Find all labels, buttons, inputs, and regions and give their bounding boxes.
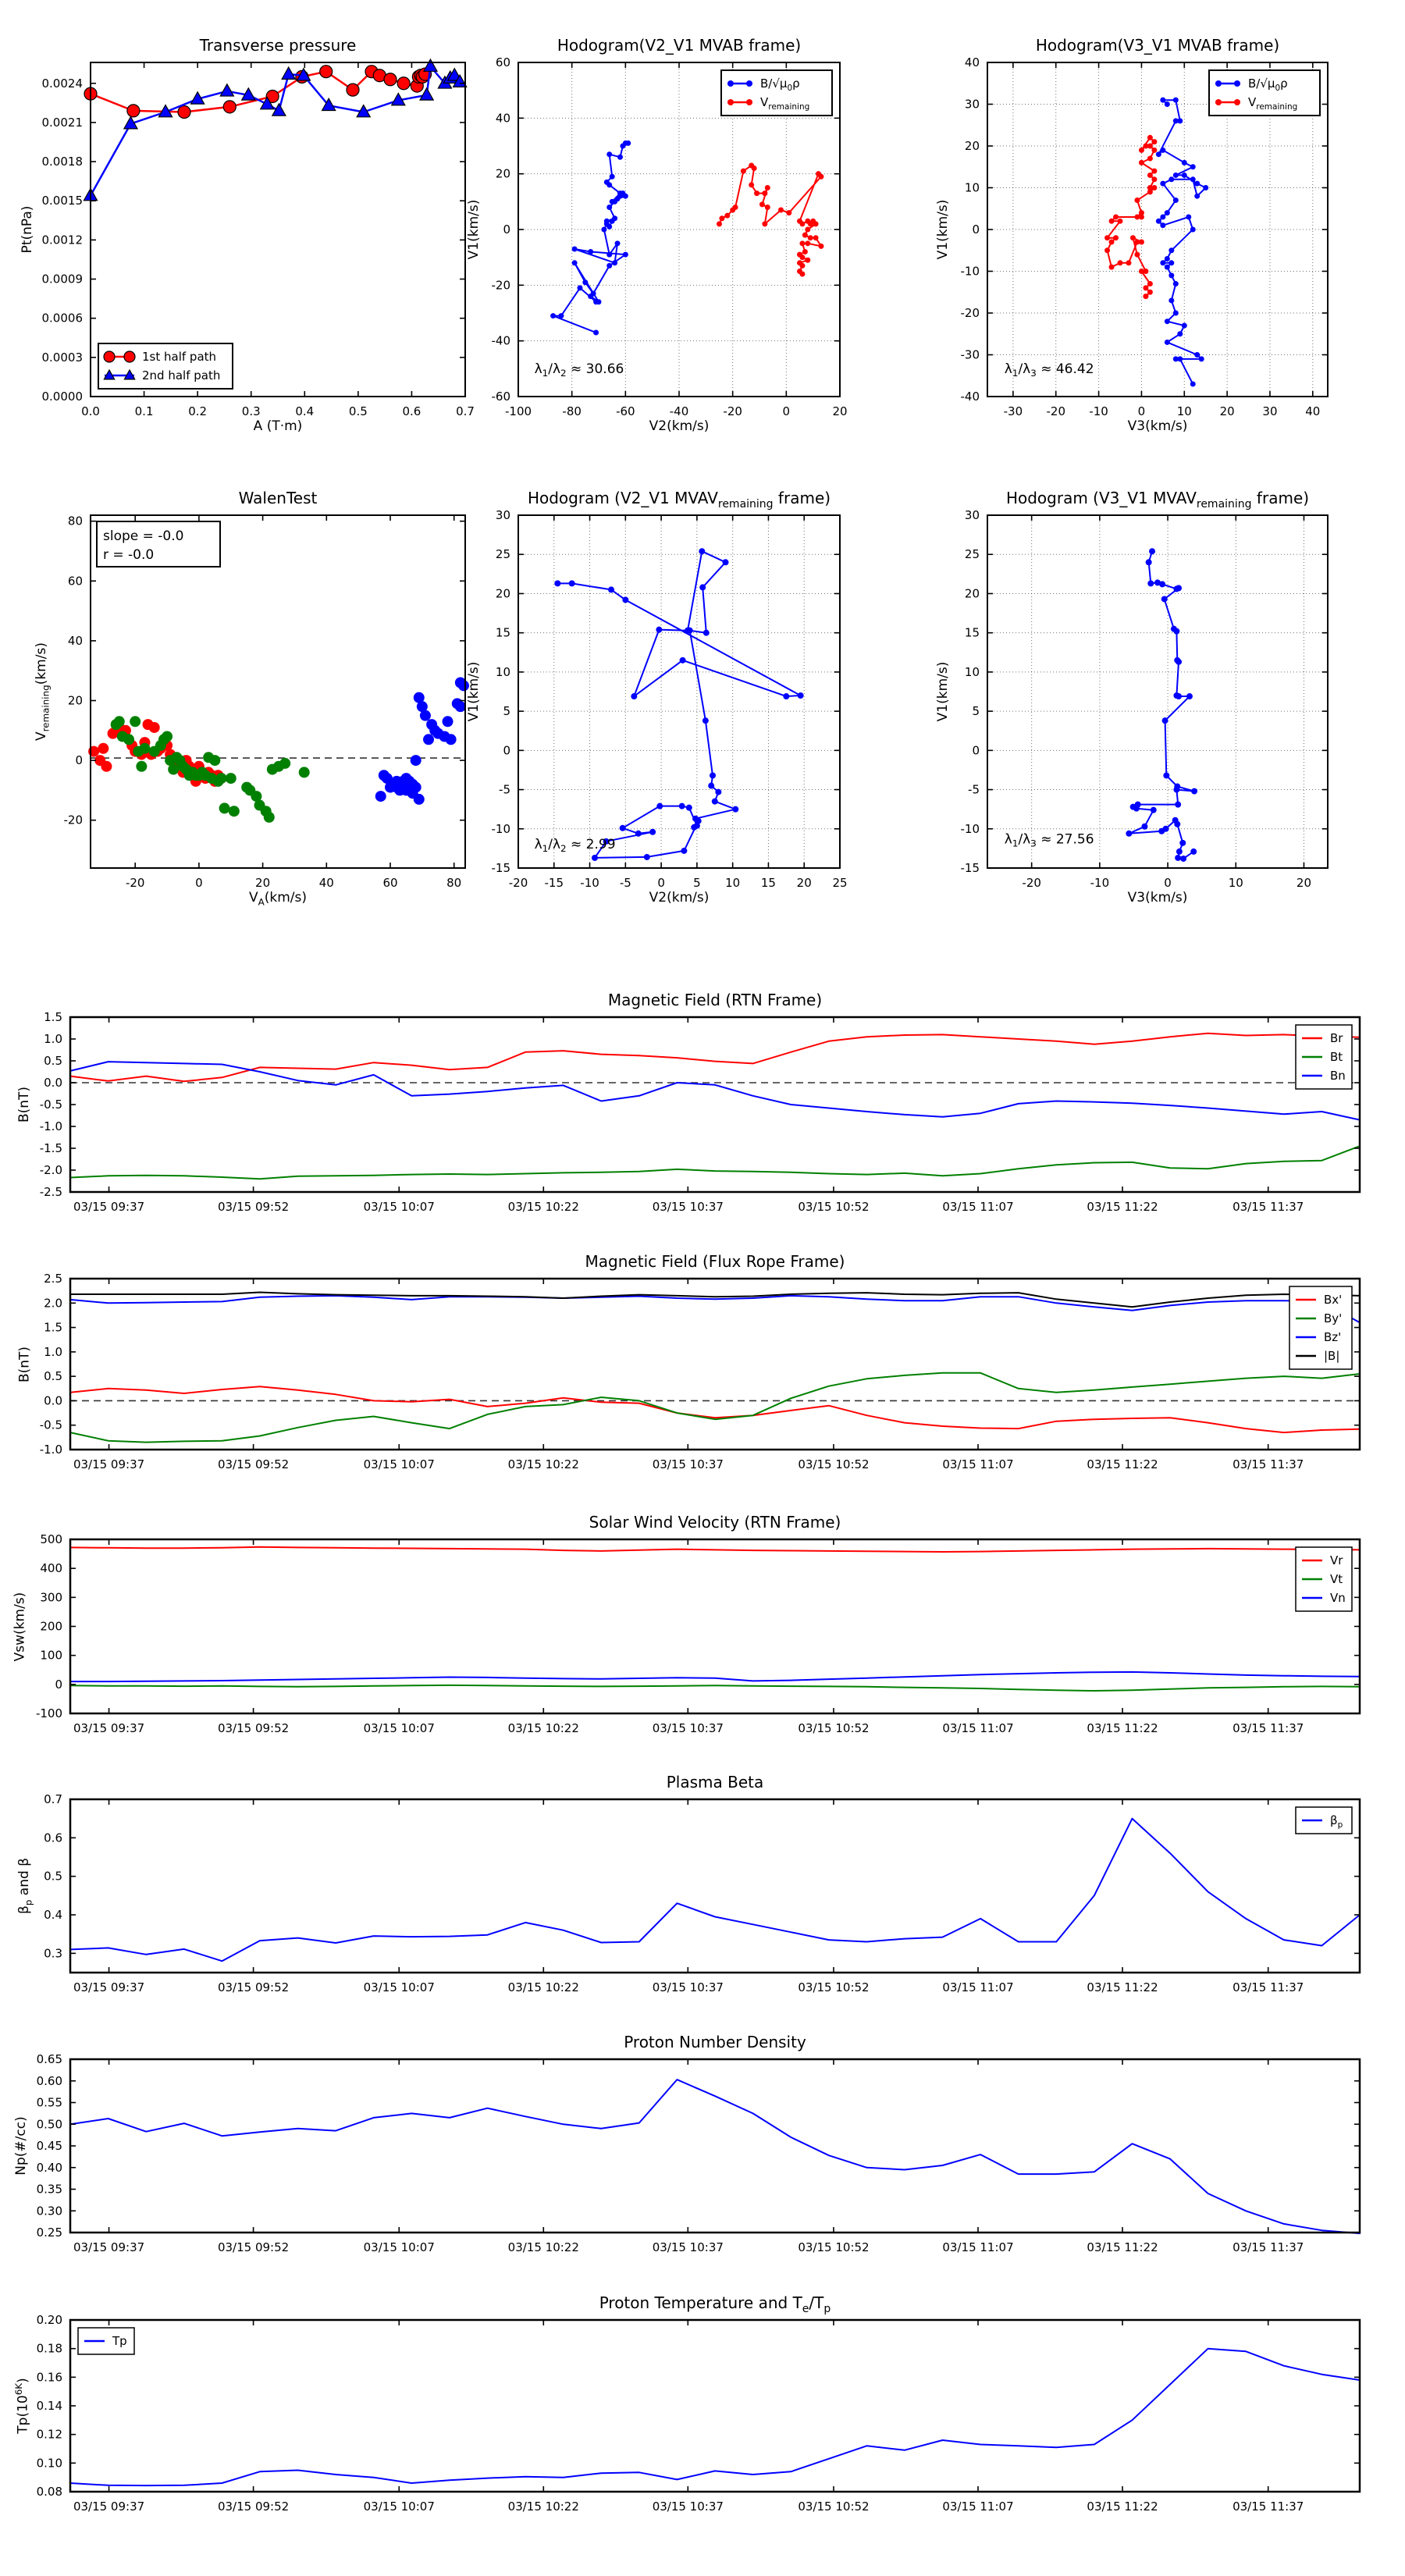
svg-text:03/15 10:07: 03/15 10:07 [363,1980,435,1994]
svg-text:0: 0 [503,222,510,237]
svg-text:15: 15 [495,625,510,640]
svg-text:0.6: 0.6 [402,404,422,418]
svg-text:0.5: 0.5 [44,1869,62,1884]
svg-text:03/15 09:52: 03/15 09:52 [217,1457,290,1471]
svg-text:-20: -20 [1022,876,1041,890]
svg-text:40: 40 [67,633,83,648]
svg-text:0: 0 [1137,404,1146,418]
svg-text:03/15 10:37: 03/15 10:37 [652,1200,724,1214]
y-axis-label: V1(km/s) [466,199,482,260]
svg-text:03/15 09:52: 03/15 09:52 [217,1200,290,1214]
svg-text:20: 20 [255,876,271,890]
svg-text:400: 400 [40,1561,62,1576]
svg-text:03/15 10:52: 03/15 10:52 [798,1721,870,1735]
svg-text:0: 0 [195,876,203,890]
y-axis-label: Vsw(km/s) [12,1592,27,1661]
svg-text:03/15 10:52: 03/15 10:52 [798,1200,870,1214]
svg-text:40: 40 [1305,404,1321,418]
svg-text:20: 20 [67,693,83,708]
svg-text:20: 20 [1296,876,1312,890]
svg-text:100: 100 [40,1648,62,1663]
svg-text:0.0018: 0.0018 [41,155,83,169]
svg-text:-2.5: -2.5 [39,1185,62,1199]
svg-text:40: 40 [964,55,980,69]
svg-text:1.5: 1.5 [44,1010,62,1024]
svg-text:0.3: 0.3 [241,404,261,418]
panel-title: Plasma Beta [666,1773,764,1791]
svg-text:0.45: 0.45 [36,2139,62,2153]
svg-text:0.30: 0.30 [36,2204,62,2218]
svg-text:5: 5 [972,704,980,719]
svg-text:-2.0: -2.0 [39,1163,62,1177]
plot-title: Hodogram(V2_V1 MVAB frame) [557,36,802,55]
y-axis-label: B(nT) [16,1086,32,1123]
svg-text:0: 0 [972,222,980,237]
svg-text:λ1/λ2 ≈ 2.99: $\lambda_1/\lambda_2 \approx 2.99$ [534,837,616,855]
svg-text:-10: -10 [491,821,510,836]
x-axis-label: V3(km/s) [1127,418,1188,434]
svg-text:0.0000: 0.0000 [41,390,83,404]
svg-text:βp: $\beta_p$ [1330,1813,1343,1830]
svg-text:5: 5 [503,704,510,719]
svg-text:-1.0: -1.0 [39,1119,62,1133]
y-axis-label: V1(km/s) [935,199,951,260]
svg-text:03/15 11:22: 03/15 11:22 [1087,1200,1158,1214]
svg-text:-80: -80 [562,404,582,418]
svg-text:20: 20 [1219,404,1235,418]
y-axis-label: $\beta_p$ and β [16,1857,34,1915]
panel-title: Proton Number Density [624,2033,806,2051]
svg-text:0.0021: 0.0021 [41,115,83,130]
transverse-pressure-canvas [19,55,489,439]
svg-text:0: 0 [75,753,83,768]
svg-text:03/15 10:07: 03/15 10:07 [363,2500,435,2514]
y-axis-label: V1(km/s) [466,661,482,722]
svg-text:-20: -20 [1046,404,1065,418]
svg-text:03/15 10:37: 03/15 10:37 [652,1457,724,1471]
svg-text:2.0: 2.0 [44,1296,62,1311]
svg-text:03/15 10:22: 03/15 10:22 [507,1980,579,1994]
svg-text:03/15 11:37: 03/15 11:37 [1232,2240,1304,2254]
svg-text:-10: -10 [580,876,599,890]
hodogram-v2v1-mvab-canvas [446,55,863,439]
svg-text:0.0006: 0.0006 [41,311,83,326]
svg-text:0: 0 [972,743,980,758]
svg-text:20: 20 [495,586,510,601]
svg-text:-15: -15 [491,861,510,875]
svg-text:0.14: 0.14 [36,2399,62,2413]
svg-text:-0.5: -0.5 [39,1098,62,1112]
y-axis-label: B(nT) [16,1346,32,1382]
proton-temperature-canvas [0,2312,1383,2535]
svg-text:-20: -20 [960,306,980,320]
svg-text:Vremaining: $V_{remaining}$ [760,95,810,112]
svg-text:03/15 10:22: 03/15 10:22 [507,1200,579,1214]
svg-text:0: 0 [55,1677,62,1692]
svg-text:03/15 10:07: 03/15 10:07 [363,1457,435,1471]
svg-text:0.4: 0.4 [44,1908,62,1922]
svg-text:500: 500 [40,1532,62,1546]
svg-text:60: 60 [67,574,83,589]
svg-text:0.35: 0.35 [36,2182,62,2197]
svg-text:03/15 10:22: 03/15 10:22 [507,2240,579,2254]
svg-text:03/15 10:22: 03/15 10:22 [507,2500,579,2514]
svg-text:λ1/λ3 ≈ 27.56: $\lambda_1/\lambda_3 \approx 27.56$ [1004,831,1094,849]
svg-text:0.5: 0.5 [44,1054,62,1068]
svg-text:0.0024: 0.0024 [41,76,83,91]
svg-text:1.0: 1.0 [44,1032,62,1046]
svg-text:03/15 11:22: 03/15 11:22 [1087,2240,1158,2254]
y-axis-label: $Tp(10^{6K})$ [13,2378,31,2434]
svg-text:Bz': Bz' [1324,1330,1342,1344]
svg-text:03/15 09:52: 03/15 09:52 [217,2240,290,2254]
x-axis-label: A (T·m) [253,418,303,434]
svg-text:-60: -60 [491,390,510,404]
svg-text:-20: -20 [63,813,83,827]
svg-text:10: 10 [1176,404,1192,418]
svg-text:20: 20 [796,876,812,890]
y-axis-label: Pt(nPa) [20,205,35,254]
panel-title: Magnetic Field (RTN Frame) [607,991,823,1009]
svg-text:60: 60 [495,55,510,69]
plot-title: Hodogram(V3_V1 MVAB frame) [1035,36,1280,55]
svg-text:03/15 09:37: 03/15 09:37 [73,1721,145,1735]
svg-text:0.7: 0.7 [456,404,475,418]
svg-text:03/15 11:07: 03/15 11:07 [942,1200,1014,1214]
magnetic-field-flux-rope-canvas [0,1271,1383,1493]
solar-wind-velocity-canvas [0,1532,1383,1756]
y-axis-label: $V_{remaining}(km/s)$ [34,642,52,741]
svg-text:03/15 11:37: 03/15 11:37 [1232,1200,1304,1214]
hodogram-v3v1-mvav-canvas [916,507,1351,911]
plasma-beta-canvas [0,1791,1383,2016]
svg-text:B/√μ0ρ: $B/√\mu_0\rho$ [1248,76,1288,93]
svg-text:10: 10 [1228,876,1243,890]
hodogram-v2v1-mvav-canvas [446,507,863,911]
svg-text:20: 20 [495,166,510,181]
svg-text:λ1/λ3 ≈ 46.42: $\lambda_1/\lambda_3 \approx 46.42$ [1004,361,1094,379]
svg-text:03/15 09:37: 03/15 09:37 [73,1457,145,1471]
svg-text:-15: -15 [544,876,564,890]
svg-text:-10: -10 [960,821,980,836]
svg-text:0.16: 0.16 [36,2370,62,2385]
svg-text:Bx': Bx' [1324,1293,1343,1307]
x-axis-label: V2(km/s) [649,418,710,434]
svg-text:0.0: 0.0 [44,1076,62,1090]
svg-text:-30: -30 [960,347,980,362]
svg-text:20: 20 [964,139,980,153]
plot-title: Transverse pressure [199,36,357,55]
svg-text:60: 60 [382,876,398,890]
svg-text:-40: -40 [960,390,980,404]
svg-text:0.20: 0.20 [36,2313,62,2327]
svg-text:03/15 11:07: 03/15 11:07 [942,1457,1014,1471]
svg-text:03/15 11:37: 03/15 11:37 [1232,2500,1304,2514]
svg-text:-20: -20 [508,876,528,890]
svg-text:03/15 10:07: 03/15 10:07 [363,1200,435,1214]
svg-text:03/15 09:37: 03/15 09:37 [73,2240,145,2254]
svg-text:1.0: 1.0 [44,1344,62,1359]
svg-text:03/15 11:07: 03/15 11:07 [942,1721,1014,1735]
svg-text:Bt: Bt [1330,1050,1343,1064]
svg-text:0.0012: 0.0012 [41,233,83,247]
svg-text:03/15 11:22: 03/15 11:22 [1087,1457,1158,1471]
svg-text:0.18: 0.18 [36,2341,62,2356]
svg-text:25: 25 [964,547,980,562]
plot-title: Hodogram (V2_V1 $MVAV_{remaining}$ frame) [527,489,831,511]
svg-text:20: 20 [832,404,848,418]
svg-text:03/15 10:22: 03/15 10:22 [507,1721,579,1735]
svg-text:80: 80 [67,514,83,528]
svg-text:03/15 09:52: 03/15 09:52 [217,2500,290,2514]
svg-text:-30: -30 [1003,404,1023,418]
svg-text:0.5: 0.5 [348,404,368,418]
svg-text:03/15 11:07: 03/15 11:07 [942,1980,1014,1994]
svg-text:-0.5: -0.5 [39,1418,62,1432]
svg-text:30: 30 [1262,404,1278,418]
svg-text:0: 0 [782,404,791,418]
svg-text:0.10: 0.10 [36,2456,62,2471]
svg-text:40: 40 [495,111,510,126]
svg-text:0.2: 0.2 [188,404,208,418]
svg-text:Vt: Vt [1330,1572,1343,1586]
svg-text:Tp: Tp [112,2334,127,2348]
svg-text:-5: -5 [968,782,980,797]
svg-text:Vr: Vr [1330,1553,1343,1567]
y-axis-label: V1(km/s) [935,661,951,722]
svg-text:03/15 10:37: 03/15 10:37 [652,2240,724,2254]
svg-text:Vn: Vn [1330,1591,1346,1605]
svg-text:03/15 09:52: 03/15 09:52 [217,1980,290,1994]
svg-text:-1.0: -1.0 [39,1443,62,1457]
svg-text:300: 300 [40,1590,62,1605]
svg-text:-40: -40 [669,404,689,418]
svg-text:10: 10 [495,664,510,679]
svg-text:03/15 10:22: 03/15 10:22 [507,1457,579,1471]
svg-text:03/15 09:37: 03/15 09:37 [73,1980,145,1994]
svg-text:25: 25 [495,547,510,562]
svg-text:03/15 11:22: 03/15 11:22 [1087,1721,1158,1735]
svg-text:03/15 10:07: 03/15 10:07 [363,2240,435,2254]
svg-text:10: 10 [964,180,980,195]
svg-text:0.55: 0.55 [36,2095,62,2110]
svg-text:-100: -100 [504,404,532,418]
svg-text:0.60: 0.60 [36,2073,62,2088]
svg-text:0: 0 [503,743,510,758]
svg-text:03/15 11:37: 03/15 11:37 [1232,1980,1304,1994]
svg-text:03/15 10:52: 03/15 10:52 [798,1980,870,1994]
svg-text:0.1: 0.1 [134,404,154,418]
svg-text:0.50: 0.50 [36,2117,62,2132]
svg-text:Bn: Bn [1330,1069,1346,1083]
svg-text:0.40: 0.40 [36,2160,62,2175]
svg-text:0.6: 0.6 [44,1831,62,1845]
svg-text:03/15 10:52: 03/15 10:52 [798,2240,870,2254]
svg-text:Vremaining: $V_{remaining}$ [1248,95,1298,112]
svg-text:0.7: 0.7 [44,1792,62,1806]
svg-text:2nd half path: 2nd half path [142,368,221,382]
svg-text:1.5: 1.5 [44,1320,62,1335]
svg-text:15: 15 [964,625,980,640]
svg-text:2.5: 2.5 [44,1272,62,1286]
svg-text:200: 200 [40,1619,62,1634]
svg-text:10: 10 [964,664,980,679]
svg-text:-40: -40 [491,333,510,348]
hodogram-v3v1-mvab-canvas [916,55,1351,439]
svg-text:0.5: 0.5 [44,1369,62,1384]
svg-text:30: 30 [495,508,510,522]
svg-text:03/15 10:37: 03/15 10:37 [652,1721,724,1735]
svg-text:0.25: 0.25 [36,2226,62,2240]
svg-text:-1.5: -1.5 [39,1141,62,1155]
svg-text:20: 20 [964,586,980,601]
svg-text:03/15 10:07: 03/15 10:07 [363,1721,435,1735]
svg-text:slope = -0.0: slope = -0.0 [103,528,184,544]
svg-text:Br: Br [1330,1031,1343,1045]
y-axis-label: Np(#/cc) [13,2116,29,2176]
panel-title: Solar Wind Velocity (RTN Frame) [589,1513,841,1532]
svg-text:03/15 11:37: 03/15 11:37 [1232,1721,1304,1735]
svg-text:-100: -100 [35,1706,62,1720]
svg-text:|B|: |B| [1324,1349,1340,1363]
svg-text:0: 0 [1164,876,1172,890]
svg-text:80: 80 [446,876,462,890]
svg-text:0.0003: 0.0003 [41,350,83,365]
svg-text:03/15 10:52: 03/15 10:52 [798,2500,870,2514]
svg-text:-20: -20 [125,876,145,890]
svg-text:λ1/λ2 ≈ 30.66: $\lambda_1/\lambda_2 \approx 30.66$ [534,361,624,379]
panel-title: Proton Temperature and $T_e/T_p$ [599,2293,831,2315]
svg-text:B/√μ0ρ: $B/√\mu_0\rho$ [760,76,800,93]
walen-test-canvas [19,507,489,911]
svg-text:30: 30 [964,97,980,112]
svg-text:03/15 11:22: 03/15 11:22 [1087,2500,1158,2514]
svg-text:03/15 10:52: 03/15 10:52 [798,1457,870,1471]
svg-text:03/15 11:22: 03/15 11:22 [1087,1980,1158,1994]
svg-text:03/15 09:52: 03/15 09:52 [217,1721,290,1735]
svg-text:1st half path: 1st half path [142,350,217,364]
svg-text:0.0015: 0.0015 [41,194,83,208]
svg-text:0.4: 0.4 [295,404,315,418]
svg-text:15: 15 [760,876,776,890]
svg-text:-20: -20 [723,404,742,418]
svg-text:0.08: 0.08 [36,2485,62,2499]
svg-text:-10: -10 [960,264,980,279]
x-axis-label: V3(km/s) [1127,890,1188,906]
svg-text:-10: -10 [1090,876,1110,890]
magnetic-field-rtn-canvas [0,1009,1383,1235]
svg-text:0.0009: 0.0009 [41,272,83,286]
svg-text:-15: -15 [960,861,980,875]
x-axis-label: $V_A(km/s)$ [248,890,308,908]
svg-text:-60: -60 [616,404,635,418]
svg-text:-5: -5 [619,876,631,890]
svg-text:r = -0.0: r = -0.0 [103,547,155,563]
x-axis-label: V2(km/s) [649,890,710,906]
svg-text:0.12: 0.12 [36,2427,62,2442]
svg-text:-10: -10 [1089,404,1108,418]
svg-text:5: 5 [693,876,701,890]
svg-text:0.0: 0.0 [44,1393,62,1408]
svg-text:0.65: 0.65 [36,2052,62,2066]
svg-text:0.3: 0.3 [44,1946,62,1961]
svg-text:03/15 10:37: 03/15 10:37 [652,1980,724,1994]
plot-title: Hodogram (V3_V1 $MVAV_{remaining}$ frame) [1005,489,1310,511]
svg-text:By': By' [1324,1311,1343,1325]
svg-text:0.0: 0.0 [81,404,100,418]
svg-text:-5: -5 [499,782,510,797]
svg-text:03/15 09:37: 03/15 09:37 [73,2500,145,2514]
svg-text:03/15 11:07: 03/15 11:07 [942,2240,1014,2254]
svg-text:03/15 09:37: 03/15 09:37 [73,1200,145,1214]
svg-text:03/15 10:37: 03/15 10:37 [652,2500,724,2514]
proton-density-canvas [0,2051,1383,2275]
svg-text:-20: -20 [491,278,510,293]
panel-title: Magnetic Field (Flux Rope Frame) [585,1252,845,1271]
svg-text:40: 40 [318,876,334,890]
svg-text:30: 30 [964,508,980,522]
svg-text:0: 0 [657,876,665,890]
svg-text:25: 25 [832,876,848,890]
svg-text:03/15 11:37: 03/15 11:37 [1232,1457,1304,1471]
plot-title: WalenTest [238,489,318,507]
svg-text:10: 10 [725,876,741,890]
svg-text:03/15 11:07: 03/15 11:07 [942,2500,1014,2514]
